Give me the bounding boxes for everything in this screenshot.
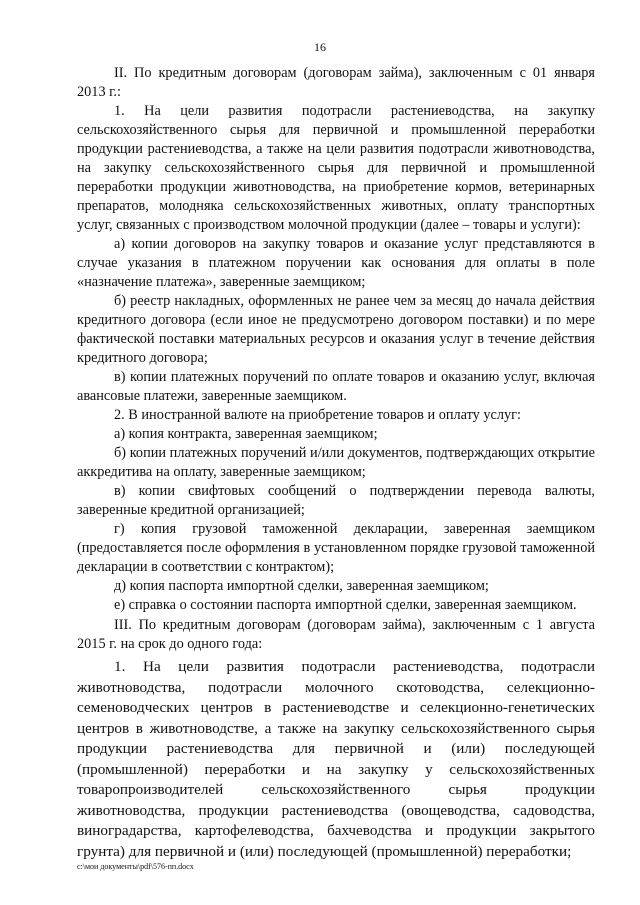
paragraph-item-2: 2. В иностранной валюте на приобретение товаров и оплату услуг: (114, 407, 522, 423)
paragraph-item-2g: г) копия грузовой таможенной декларации, заверенная заемщиком (предоставляется после оформления в установленном порядке грузовой таможенной декларации в соответствии с контрактом); (77, 521, 595, 575)
paragraph-item-1: 1. На цели развития подотрасли растениеводства, на закупку сельскохозяйственного сырья для первичной и промышленной переработки продукции растениеводства, а также на цели развития подотрасли животноводства, на закупку сельскохозяйственного сырья для первичной и промышленной переработки продукции животноводства, на приобретение кормов, ветеринарных препаратов, молодняка сельскохозяйственных животных, оплату транспортных услуг, связанных с производством молочной продукции (далее – товары и услуги): (77, 103, 595, 233)
paragraph-item-2e: е) справка о состоянии паспорта импортной сделки, заверенная заемщиком. (114, 597, 577, 613)
paragraph-section-3-item-1: 1. На цели развития подотрасли растениеводства, подотрасли животноводства, подотрасли молочного скотоводства, селекционно-семеноводческих центров в растениеводстве и селекционно-генетических центров в животноводстве, а также на закупку сельскохозяйственного сырья продукции растениеводства для первичной и (или) последующей (промышленной) переработки и на закупку у сельскохозяйственных товаропроизводителей сельскохозяйственного сырья продукции животноводства, продукции растениеводства (овощеводства, садоводства, виноградарства, картофелеводства, бахчеводства и продукции закрытого грунта) для первичной и (или) последующей (промышленной) переработки; (77, 658, 595, 860)
page-number: 16 (314, 40, 326, 54)
footer-file-path: c:\мои документы\pdf\576-пп.docx (77, 862, 194, 871)
paragraph-item-1v: в) копии платежных поручений по оплате товаров и оказанию услуг, включая авансовые платежи, заверенные заемщиком. (77, 369, 595, 404)
paragraph-section-3-heading: III. По кредитным договорам (договорам займа), заключенным с 1 августа 2015 г. на срок до одного года: (77, 617, 595, 652)
paragraph-section-2-heading: II. По кредитным договорам (договорам займа), заключенным с 01 января 2013 г.: (77, 65, 595, 100)
paragraph-item-1a: а) копии договоров на закупку товаров и оказание услуг представляются в случае указания в платежном поручении как основания для оплаты в поле «назначение платежа», заверенные заемщиком; (77, 236, 595, 290)
paragraph-item-2v: в) копии свифтовых сообщений о подтверждении перевода валюты, заверенные кредитной организацией; (77, 483, 595, 518)
document-body (77, 64, 595, 862)
paragraph-item-2a: а) копия контракта, заверенная заемщиком; (114, 426, 378, 442)
paragraph-item-2d: д) копия паспорта импортной сделки, заверенная заемщиком; (114, 578, 489, 594)
paragraph-item-2b: б) копии платежных поручений и/или документов, подтверждающих открытие аккредитива на оплату, заверенные заемщиком; (77, 445, 595, 480)
paragraph-item-1b: б) реестр накладных, оформленных не ранее чем за месяц до начала действия кредитного договора (если иное не предусмотрено договором поставки) и по мере фактической поставки материальных ресурсов и оказания услуг в течение действия кредитного договора; (77, 293, 595, 366)
